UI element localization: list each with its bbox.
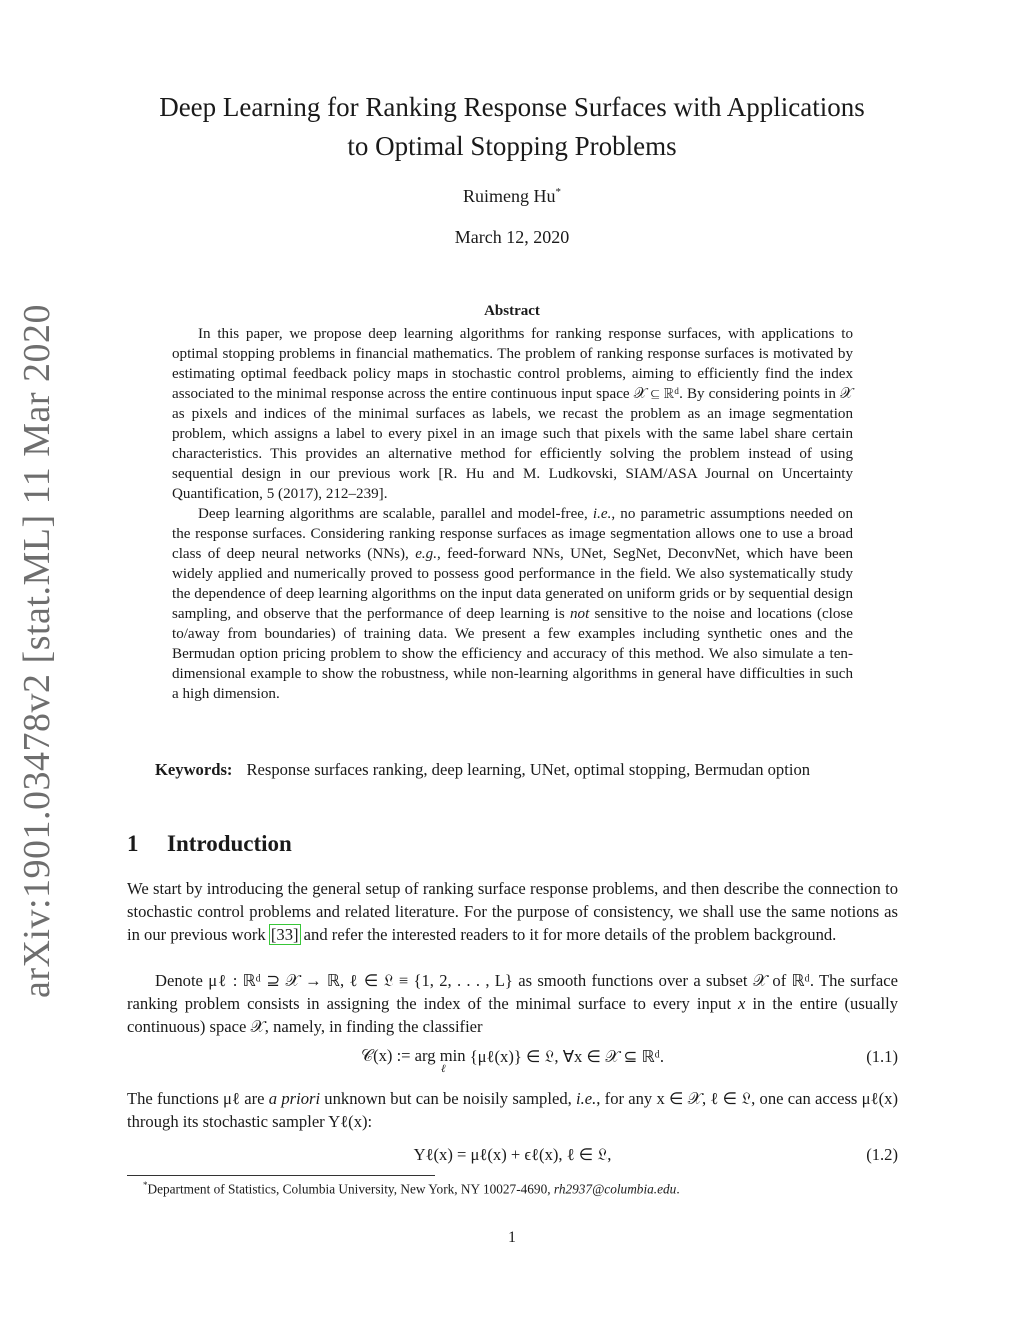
equation-lhs: 𝒞(x) := arg min [360, 1046, 466, 1065]
intro-emphasis: a priori [268, 1089, 321, 1108]
title-line-2: to Optimal Stopping Problems [347, 131, 677, 161]
section-number: 1 [127, 831, 139, 856]
intro-text: Denote μℓ : ℝᵈ ⊇ 𝒳 → ℝ, ℓ ∈ 𝔏 ≡ {1, 2, . . . , L} as smooth functions over a subset 𝒳 of ℝᵈ. The surface ranking problem consists in assigning the index of the minimal surface to every input [127, 971, 898, 1013]
argmin-subscript: ℓ [440, 1063, 446, 1075]
keywords [127, 759, 898, 781]
paper-title [110, 88, 914, 166]
intro-paragraph-1 [127, 877, 898, 946]
intro-text: , for any x ∈ 𝒳, ℓ ∈ 𝔏, one can access μℓ(x) through its stochastic sampler Yℓ(x): [127, 1089, 898, 1131]
intro-paragraph-2 [127, 969, 898, 1038]
abstract-text: Deep learning algorithms are scalable, parallel and model-free, [198, 506, 593, 522]
citation-link[interactable]: [33] [270, 925, 299, 944]
abstract-text: , no parametric assumptions needed on the response surfaces. Considering ranking response surfaces as image segmentation allows one to use a broad class of deep neural networks (NNs), [172, 506, 854, 562]
equation-rhs: {μℓ(x)} ∈ 𝔏, ∀x ∈ 𝒳 ⊆ ℝᵈ. [469, 1047, 665, 1066]
intro-text: The functions μℓ are [127, 1089, 269, 1108]
abstract-paragraph-1: In this paper, we propose deep learning algorithms for ranking response surfaces, with applications to optimal stopping problems in financial mathematics. The problem of ranking response surfaces is motivated by estimating optimal feedback policy maps in stochastic control problems, aiming to efficiently find the index associated to the minimal response across the entire continuous input space 𝒳 ⊆ ℝᵈ. By considering points in 𝒳 as pixels and indices of the minimal surfaces as labels, we recast the problem as an image segmentation problem, which assigns a label to every pixel in an image such that pixels with the same label share certain characteristics. This provides an alternative method for efficiently solving the problem instead of using sequential design in our previous work [R. Hu and M. Ludkovski, SIAM/ASA Journal on Uncertainty Quantification, 5 (2017), 212–239]. [172, 326, 853, 502]
abstract-heading: Abstract [484, 303, 540, 319]
equation-body [127, 1047, 898, 1073]
intro-text: in the entire (usually continuous) space 𝒳, namely, in finding the classifier [127, 994, 898, 1036]
equation-number: (1.2) [866, 1145, 898, 1164]
abstract [172, 324, 853, 704]
intro-text: We start by introducing the general setup of ranking surface response problems, and then describe the connection to stochastic control problems and related literature. For the purpose of consistency, we shall use the same notions as in our previous work [127, 879, 898, 944]
footnote-mark: * [143, 1180, 148, 1190]
equation-1-2 [127, 1145, 898, 1169]
footnote-text: Department of Statistics, Columbia University, New York, NY 10027-4690, [147, 1181, 554, 1197]
intro-text: unknown but can be noisily sampled, [320, 1089, 577, 1108]
footnote-end: . [676, 1181, 680, 1197]
footnote [143, 1180, 680, 1197]
section-heading [127, 831, 292, 857]
title-line-1: Deep Learning for Ranking Response Surfaces with Applications [159, 92, 865, 122]
abstract-text: sensitive to the noise and locations (close to/away from boundaries) of training data. We present a few examples including synthetic ones and the Bermudan option pricing problem to show the efficiency and accuracy of this method. We also simulate a ten-dimensional example to show the robustness, while non-learning algorithms in general have difficulties in such a high dimension. [172, 606, 853, 702]
footnote-rule [127, 1175, 435, 1176]
keywords-label: Keywords: [155, 760, 233, 779]
date: March 12, 2020 [454, 227, 570, 247]
author-name: Ruimeng Hu [463, 186, 556, 206]
section-title: Introduction [167, 831, 292, 856]
arxiv-side-stamp [2, 303, 72, 999]
author [110, 186, 914, 207]
equation-body: Yℓ(x) = μℓ(x) + ϵℓ(x), ℓ ∈ 𝔏, [413, 1145, 612, 1164]
keywords-text: Response surfaces ranking, deep learning, UNet, optimal stopping, Bermudan option [246, 760, 811, 779]
intro-text: and refer the interested readers to it for more details of the problem background. [299, 925, 837, 944]
intro-emphasis: i.e. [576, 1089, 597, 1108]
abstract-emphasis: e.g. [415, 546, 437, 562]
argmin-operator [361, 1047, 466, 1073]
abstract-emphasis: i.e. [592, 506, 612, 522]
page-number: 1 [508, 1229, 516, 1246]
arxiv-identifier: arXiv:1901.03478v2 [stat.ML] 11 Mar 2020 [16, 303, 58, 999]
abstract-text: , feed-forward NNs, UNet, SegNet, DeconvNet, which have been widely applied and numerically proved to possess good performance in the field. We also systematically study the dependence of deep learning algorithms on the input data generated on uniform grids or by sequential design sampling, and observe that the performance of deep learning is [172, 546, 854, 622]
intro-paragraph-3 [127, 1087, 898, 1133]
equation-number: (1.1) [866, 1047, 898, 1066]
footnote-email[interactable]: rh2937@columbia.edu [553, 1181, 677, 1197]
author-footnote-mark: * [555, 186, 561, 198]
math-variable: x [738, 994, 746, 1013]
equation-1-1 [127, 1047, 898, 1083]
abstract-paragraph-2 [172, 504, 853, 704]
abstract-emphasis: not [569, 606, 590, 622]
